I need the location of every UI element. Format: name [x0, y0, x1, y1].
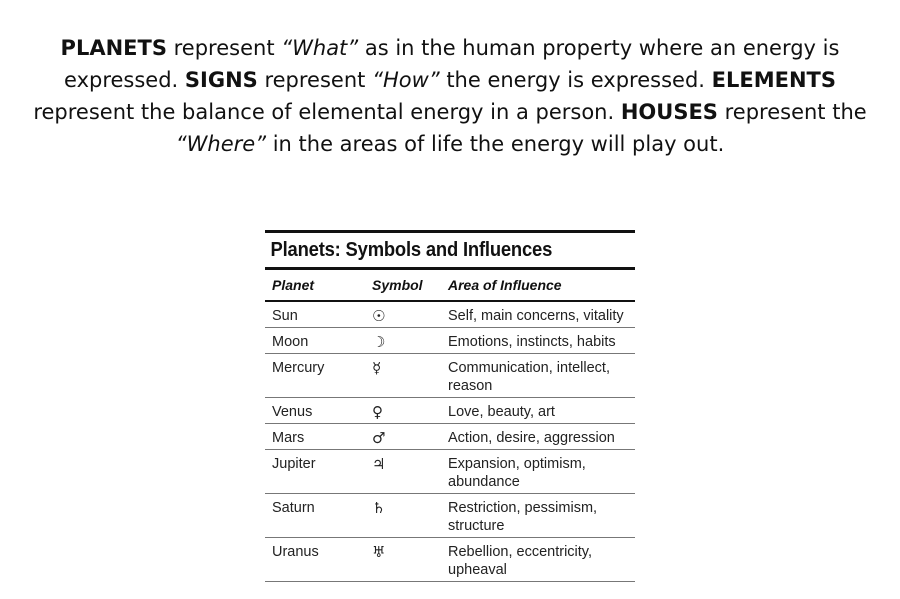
- mars-symbol-icon: ♂: [365, 424, 441, 450]
- planets-table: [265, 270, 635, 582]
- planet-name: Mercury: [265, 354, 365, 398]
- planet-influence: Communication, intellect, reason: [441, 354, 635, 398]
- table-row: [265, 424, 635, 450]
- intro-text: represent: [166, 36, 282, 60]
- planet-influence: Expansion, optimism, abundance: [441, 450, 635, 494]
- intro-text: represent the balance of elemental energy in a person.: [33, 100, 621, 124]
- intro-quote: “How”: [372, 68, 440, 92]
- planet-influence: Love, beauty, art: [441, 398, 635, 424]
- header-planet: Planet: [265, 270, 365, 301]
- header-symbol: Symbol: [365, 270, 441, 301]
- intro-paragraph: [20, 32, 880, 160]
- table-row: [265, 301, 635, 328]
- jupiter-symbol-icon: ♃: [365, 450, 441, 494]
- mercury-symbol-icon: ☿: [365, 354, 441, 398]
- planet-name: Jupiter: [265, 450, 365, 494]
- planet-name: Sun: [265, 301, 365, 328]
- intro-text: the energy is expressed.: [439, 68, 712, 92]
- planet-influence: Self, main concerns, vitality: [441, 301, 635, 328]
- table-row: [265, 328, 635, 354]
- venus-symbol-icon: ♀: [365, 398, 441, 424]
- planet-influence: Rebellion, eccentricity, upheaval: [441, 538, 635, 582]
- table-row: [265, 538, 635, 582]
- intro-text: in the areas of life the energy will play out.: [266, 132, 725, 156]
- planet-influence: Restriction, pessimism, structure: [441, 494, 635, 538]
- planet-influence: Action, desire, aggression: [441, 424, 635, 450]
- intro-text: represent: [257, 68, 373, 92]
- table-row: [265, 354, 635, 398]
- planet-name: Saturn: [265, 494, 365, 538]
- houses-term: HOUSES: [620, 100, 718, 124]
- intro-text: represent the: [717, 100, 867, 124]
- elements-term: ELEMENTS: [711, 68, 836, 92]
- planets-table-figure: [265, 230, 635, 582]
- planet-name: Mars: [265, 424, 365, 450]
- uranus-symbol-icon: ♅: [365, 538, 441, 582]
- table-header-row: [265, 270, 635, 301]
- table-title: Planets: Symbols and Influences: [270, 239, 553, 261]
- header-influence: Area of Influence: [441, 270, 635, 301]
- planet-name: Uranus: [265, 538, 365, 582]
- table-row: [265, 450, 635, 494]
- sun-symbol-icon: ☉: [365, 301, 441, 328]
- planet-name: Moon: [265, 328, 365, 354]
- intro-quote: “What”: [281, 36, 359, 60]
- saturn-symbol-icon: ♄: [365, 494, 441, 538]
- signs-term: SIGNS: [184, 68, 258, 92]
- intro-quote: “Where”: [175, 132, 267, 156]
- planets-term: PLANETS: [60, 36, 167, 60]
- moon-symbol-icon: ☽: [365, 328, 441, 354]
- planet-name: Venus: [265, 398, 365, 424]
- planet-influence: Emotions, instincts, habits: [441, 328, 635, 354]
- table-row: [265, 494, 635, 538]
- table-row: [265, 398, 635, 424]
- intro-text: as in the human property where an energy is expressed.: [64, 36, 840, 92]
